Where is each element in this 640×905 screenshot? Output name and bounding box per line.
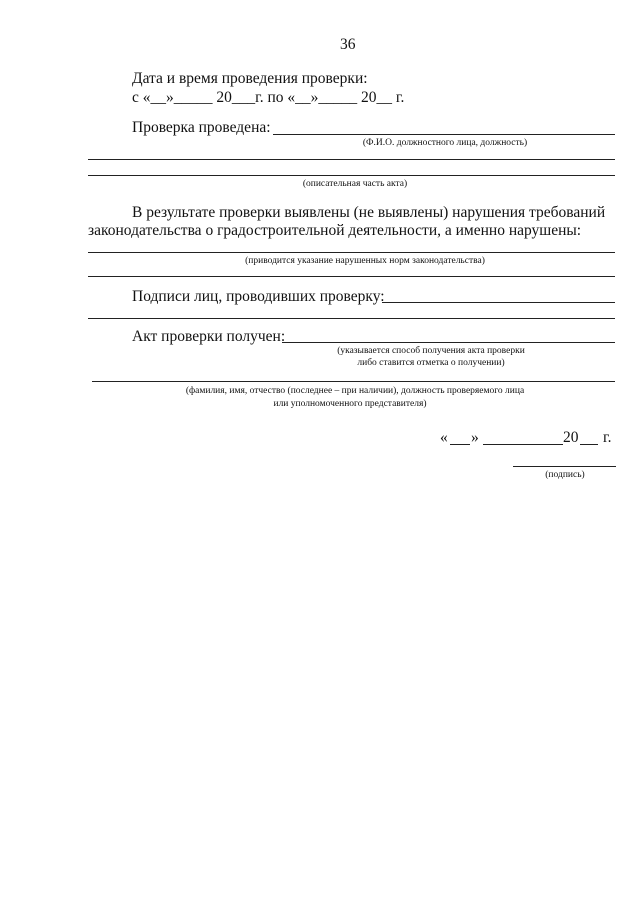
violations-line: [88, 252, 615, 253]
conducted-by-label: Проверка проведена:: [132, 119, 271, 136]
receipt-person-caption-line2: или уполномоченного представителя): [273, 399, 427, 409]
inspection-period-label: Дата и время проведения проверки:: [132, 70, 368, 87]
violations-paragraph-line2: законодательства о градостроительной деятельности, а именно нарушены:: [88, 222, 582, 239]
receipt-person-caption-line1: (фамилия, имя, отчество (последнее – при наличии), должность проверяемого лица: [185, 386, 525, 396]
violations-paragraph-line1-text: В результате проверки выявлены (не выявлены) нарушения требований: [132, 204, 606, 221]
receipt-caption-line2: либо ставится отметка о получении): [357, 358, 505, 368]
receipt-label: Акт проверки получен:: [132, 328, 286, 345]
date-day-line: [450, 444, 470, 445]
page-number: 36: [340, 36, 356, 53]
date-year-suffix: г.: [603, 429, 612, 446]
signature-line: [513, 466, 616, 467]
date-year-prefix: 20: [563, 429, 579, 446]
conducted-by-line-2: [88, 159, 615, 160]
description-caption: (описательная часть акта): [302, 179, 408, 189]
description-line: [88, 175, 615, 176]
violations-paragraph-line1: [132, 204, 616, 222]
date-year-line: [580, 444, 598, 445]
signatures-line: [382, 302, 615, 303]
signature-caption: (подпись): [545, 470, 585, 480]
violations-caption: (приводится указание нарушенных норм законодательства): [245, 256, 485, 266]
date-open-quote: «: [440, 429, 448, 446]
signatures-line-2: [88, 318, 615, 319]
receipt-caption-line1: (указывается способ получения акта проверки: [337, 346, 525, 356]
signatures-label: Подписи лиц, проводивших проверку:: [132, 288, 385, 305]
violations-line-2: [88, 276, 615, 277]
date-close-quote: »: [471, 429, 479, 446]
date-month-line: [483, 444, 563, 445]
conducted-by-line: [273, 134, 615, 135]
receipt-line: [282, 342, 615, 343]
conducted-by-caption: (Ф.И.О. должностного лица, должность): [362, 138, 528, 148]
receipt-person-line: [92, 381, 615, 382]
inspection-period-range: с «__»_____ 20___г. по «__»_____ 20__ г.: [132, 89, 405, 106]
